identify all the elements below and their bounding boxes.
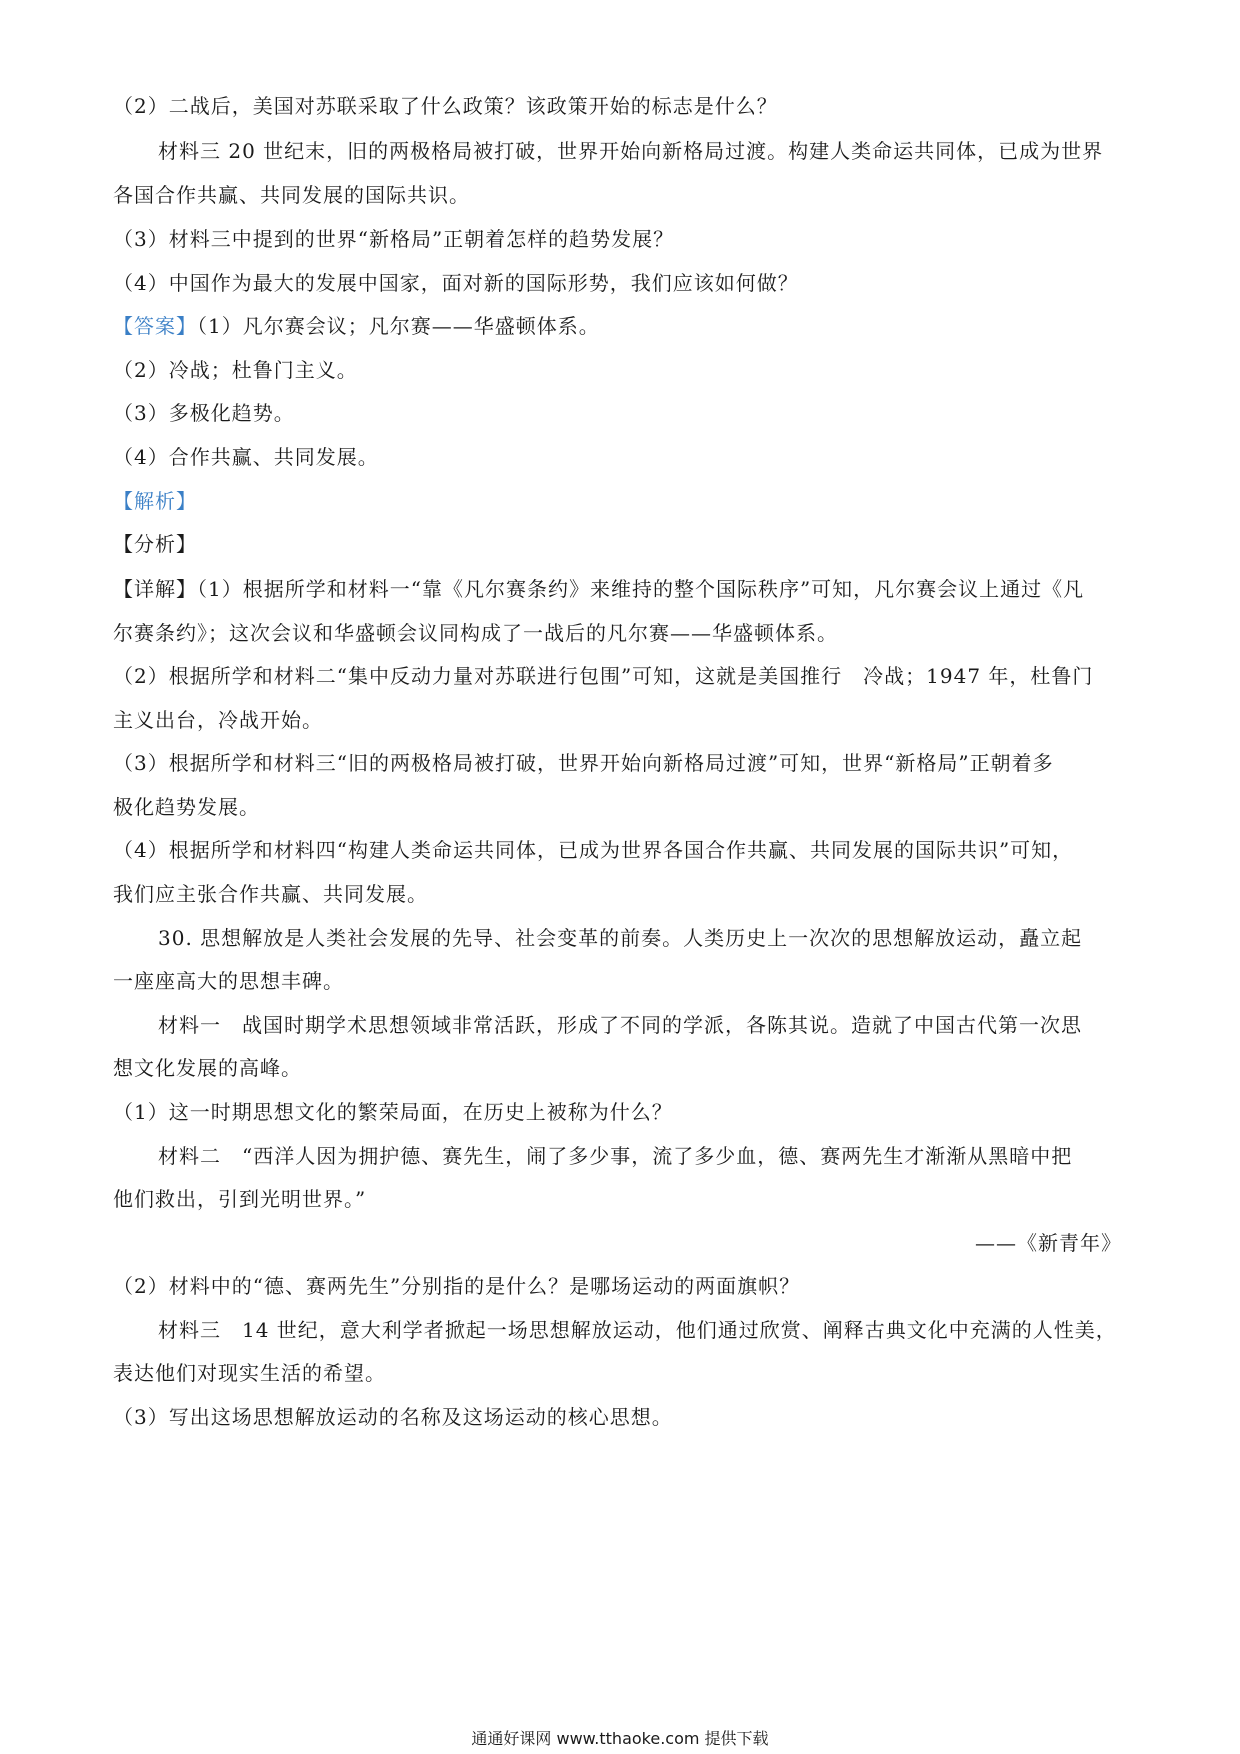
answer-line-1 (113, 312, 600, 340)
detail-1-line-1: 【详解】（1）根据所学和材料一“靠《凡尔赛条约》来维持的整个国际秩序”可知，凡尔赛会议上通过《凡 (113, 577, 1085, 601)
answer-4: （4）合作共赢、共同发展。 (113, 445, 379, 469)
detail-3-line-1: （3）根据所学和材料三“旧的两极格局被打破，世界开始向新格局过渡”可知，世界“新格局”正朝着多 (113, 751, 1054, 775)
q30-material-2-line-2: 他们救出，引到光明世界。” (113, 1187, 367, 1211)
q30-material-1-line-2: 想文化发展的高峰。 (113, 1056, 302, 1080)
detail-4-line-2: 我们应主张合作共赢、共同发展。 (113, 882, 428, 906)
question-3: （3）材料三中提到的世界“新格局”正朝着怎样的趋势发展？ (113, 227, 675, 251)
detail-3-line-2: 极化趋势发展。 (113, 795, 260, 819)
question-4: （4）中国作为最大的发展中国家，面对新的国际形势，我们应该如何做？ (113, 271, 799, 295)
detail-2-line-2: 主义出台，冷战开始。 (113, 708, 323, 732)
analysis-tag: 【解析】 (113, 489, 197, 513)
answer-3: （3）多极化趋势。 (113, 401, 295, 425)
q30-material-1-line-1: 材料一 战国时期学术思想领域非常活跃，形成了不同的学派，各陈其说。造就了中国古代第一次思 (158, 1013, 1082, 1037)
q30-material-3-line-2: 表达他们对现实生活的希望。 (113, 1361, 386, 1385)
fenxi-heading: 【分析】 (113, 532, 197, 556)
answer-2: （2）冷战；杜鲁门主义。 (113, 358, 358, 382)
q30-question-2: （2）材料中的“德、赛两先生”分别指的是什么？是哪场运动的两面旗帜？ (113, 1274, 801, 1298)
detail-2-line-1: （2）根据所学和材料二“集中反动力量对苏联进行包围”可知，这就是美国推行 冷战；1947 年，杜鲁门 (113, 664, 1094, 688)
q30-material-2-line-1: 材料二 “西洋人因为拥护德、赛先生，闹了多少事，流了多少血，德、赛两先生才渐渐从黑暗中把 (158, 1144, 1073, 1168)
q30-question-3: （3）写出这场思想解放运动的名称及这场运动的核心思想。 (113, 1405, 673, 1429)
q30-material-3-line-1: 材料三 14 世纪，意大利学者掀起一场思想解放运动，他们通过欣赏、阐释古典文化中充满的人性美， (158, 1318, 1117, 1342)
answer-1: （1）凡尔赛会议；凡尔赛——华盛顿体系。 (197, 314, 600, 338)
q30-question-1: （1）这一时期思想文化的繁荣局面，在历史上被称为什么？ (113, 1100, 673, 1124)
question-30-line-2: 一座座高大的思想丰碑。 (113, 969, 344, 993)
material-2-attribution: ——《新青年》 (975, 1231, 1122, 1255)
page-footer: 通通好课网 www.tthaoke.com 提供下载 (471, 1729, 769, 1748)
detail-1-line-2: 尔赛条约》；这次会议和华盛顿会议同构成了一战后的凡尔赛——华盛顿体系。 (113, 621, 838, 645)
answer-tag: 【答案】 (113, 314, 197, 338)
question-30-line-1: 30. 思想解放是人类社会发展的先导、社会变革的前奏。人类历史上一次次的思想解放运动，矗立起 (158, 926, 1083, 950)
material-3-line-1: 材料三 20 世纪末，旧的两极格局被打破，世界开始向新格局过渡。构建人类命运共同体，已成为世界 (158, 139, 1104, 163)
material-3-line-2: 各国合作共赢、共同发展的国际共识。 (113, 183, 470, 207)
question-2: （2）二战后，美国对苏联采取了什么政策？该政策开始的标志是什么？ (113, 94, 778, 118)
detail-4-line-1: （4）根据所学和材料四“构建人类命运共同体，已成为世界各国合作共赢、共同发展的国际共识”可知， (113, 838, 1074, 862)
